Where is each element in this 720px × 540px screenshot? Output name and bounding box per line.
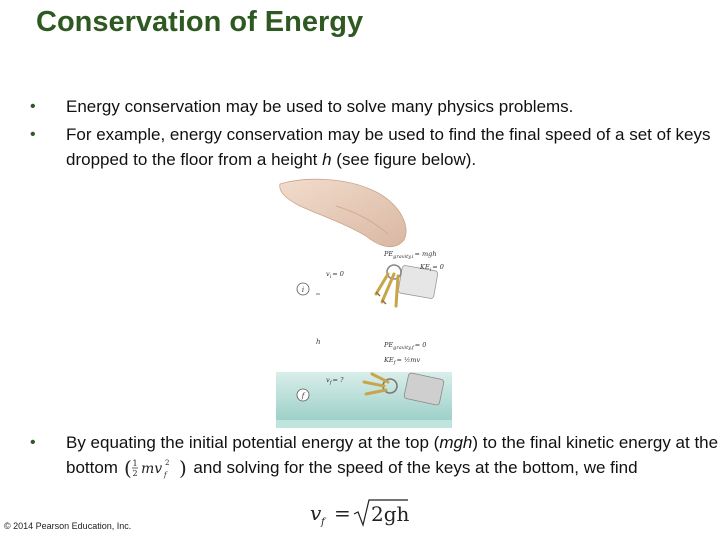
bullet-2-text-b: (see figure below).: [331, 150, 477, 169]
bullet-3-mgh: mgh: [439, 433, 473, 452]
svg-text:f: f: [163, 470, 167, 479]
bullet-3-text-b: ) to the final kinetic energy at the bottom: [66, 433, 719, 477]
final-speed-equation: [308, 496, 428, 530]
bullet-dot: •: [30, 98, 36, 115]
svg-text:2gh: 2gh: [371, 502, 410, 526]
svg-text:(: (: [123, 455, 132, 480]
svg-text:h: h: [316, 338, 321, 346]
bullet-dot: •: [30, 126, 36, 143]
bullet-3-text-c: and solving for the speed of the keys at the bottom, we find: [188, 458, 638, 477]
falling-keys-figure: [276, 176, 452, 428]
svg-text:f: f: [321, 517, 325, 528]
svg-text:v: v: [310, 501, 322, 525]
bullet-1: [30, 94, 720, 119]
slide-title: Conservation of Energy: [36, 6, 364, 38]
svg-text:1: 1: [132, 458, 138, 468]
svg-text:KEi= 0: $KE_i= 0$: [420, 263, 444, 273]
svg-text:vi= 0: $v_i= 0$: [326, 270, 344, 280]
svg-text:): ): [178, 455, 187, 480]
svg-text:2: 2: [164, 458, 170, 467]
svg-text:KEf= ½mv: $KE_f=$ ½mv: [384, 356, 421, 366]
kinetic-energy-equation: [123, 456, 189, 482]
bullet-dot: •: [30, 434, 36, 451]
svg-text:PEgravity,i= mgh: $PE_{gravity,i}=$ mgh: [384, 250, 437, 260]
copyright-notice: © 2014 Pearson Education, Inc.: [4, 521, 132, 531]
svg-text:f: f: [301, 392, 305, 400]
bullet-2-h: h: [322, 150, 332, 169]
svg-text:i: i: [301, 286, 305, 294]
hand-shape: [280, 179, 406, 246]
svg-text:vf= ?: $v_f=$ ?: [326, 376, 344, 386]
svg-text:2: 2: [132, 468, 138, 478]
bullet-3-text-a: By equating the initial potential energy at the top (: [66, 433, 440, 452]
bullet-3: [30, 430, 720, 482]
svg-text:PEgravity,f= 0: $PE_{gravity,f}= 0$: [384, 341, 427, 351]
bullet-2-text-a: For example, energy conservation may be used to find the final speed of a set of keys dropped to the floor from a height: [66, 125, 711, 169]
bullet-2: [30, 122, 720, 172]
svg-text:mv: mv: [140, 460, 162, 477]
svg-text:=: =: [334, 501, 351, 525]
bullet-1-text: Energy conservation may be used to solve many physics problems.: [66, 97, 574, 116]
